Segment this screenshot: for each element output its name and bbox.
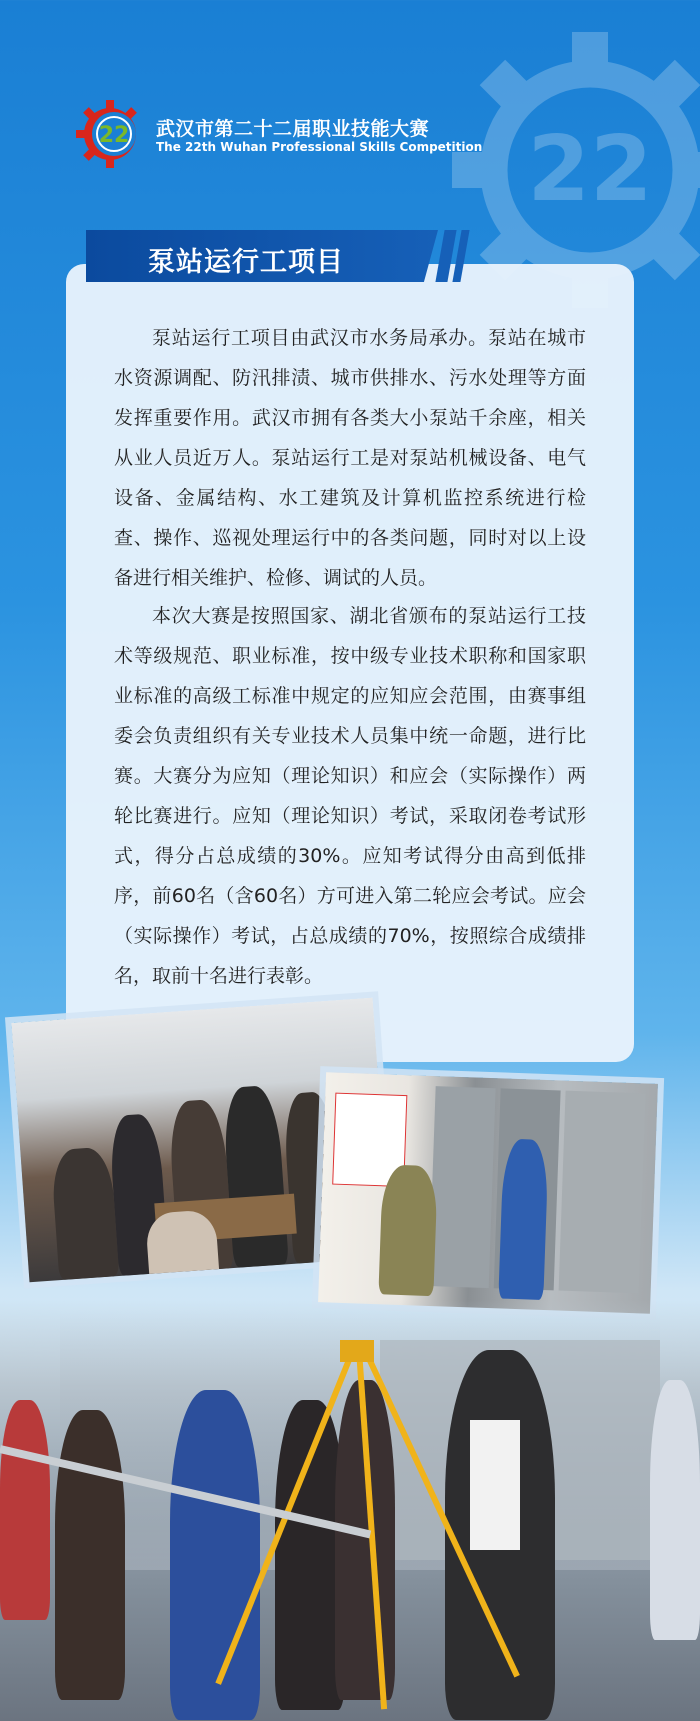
rules-paragraph: 本次大赛是按照国家、湖北省颁布的泵站运行工技术等级规范、职业标准，按中级专业技术职称和国家职业标准的高级工标准中规定的应知应会范围，由赛事组委会负责组织有关专业技术人员集中统一命题，进行比赛。大赛分为应知（理论知识）和应会（实际操作）两轮比赛进行。应知（理论知识）考试，采取闭卷考试形式，得分占总成绩的30%。应知考试得分由高到低排序，前60名（含60名）方可进入第二轮应会考试。应会（实际操作）考试，占总成绩的70%，按照综合成绩排名，取前十名进行表彰。 (114, 605, 586, 987)
competition-title-en: The 22th Wuhan Professional Skills Competition (156, 140, 483, 154)
competition-title-zh: 武汉市第二十二届职业技能大赛 (156, 118, 430, 140)
section-title: 泵站运行工项目 (148, 247, 344, 278)
intro-paragraph: 泵站运行工项目由武汉市水务局承办。泵站在城市水资源调配、防汛排渍、城市供排水、污水处理等方面发挥重要作用。武汉市拥有各类大小泵站千余座，相关从业人员近万人。泵站运行工是对泵站机械设备、电气设备、金属结构、水工建筑及计算机监控系统进行检查、操作、巡视处理运行中的各类问题，同时对以上设备进行相关维护、检修、调试的人员。 (114, 327, 586, 589)
watermark-number: 22 (527, 117, 653, 222)
photo-electrical-cabinets (318, 1072, 658, 1313)
photo-surveying-scene (0, 1300, 700, 1721)
competition-logo-icon (74, 98, 146, 170)
logo-number: 22 (98, 123, 130, 148)
